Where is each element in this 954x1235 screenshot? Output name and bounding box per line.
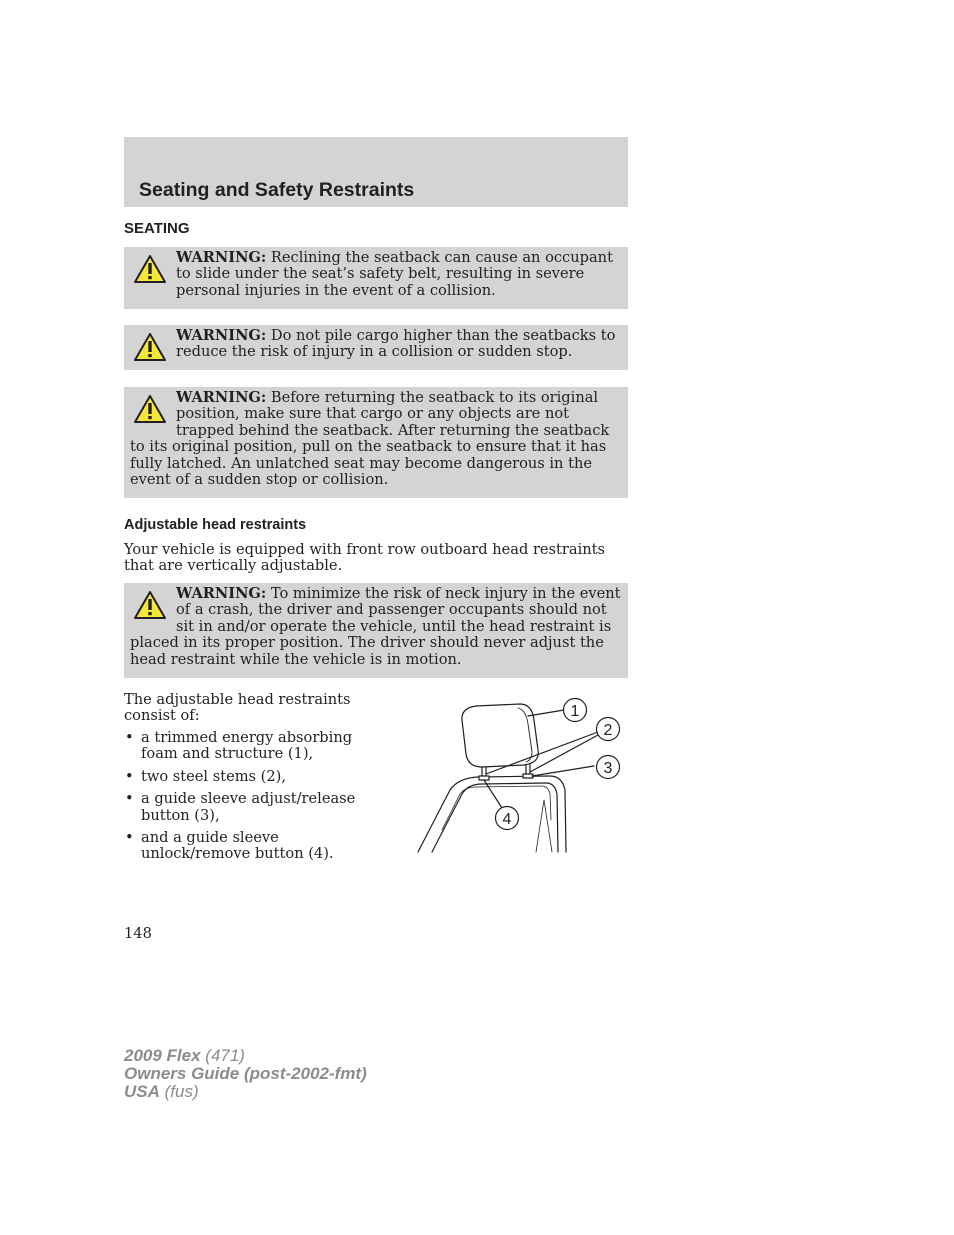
warning-label: WARNING: xyxy=(176,327,267,344)
section-header-title: Seating and Safety Restraints xyxy=(139,179,415,201)
warning-box-cargo xyxy=(124,325,628,370)
intro-paragraph: Your vehicle is equipped with front row outboard head restraints that are vertically adjustable. xyxy=(124,541,606,575)
warning-box-seatback-latch xyxy=(124,387,628,498)
list-item-text: and a guide sleeve unlock/remove button (4). xyxy=(141,829,334,863)
bullet-icon: • xyxy=(125,729,134,746)
footer-line-model: 2009 Flex (471) xyxy=(124,1046,245,1065)
warning-text: Reclining the seatback can cause an occupant to slide under the seat’s safety belt, resulting in severe personal injuries in the event of a collision. xyxy=(176,249,613,299)
bullet-icon: • xyxy=(125,767,134,785)
head-restraint-illustration xyxy=(412,690,638,858)
bullet-icon: • xyxy=(125,790,134,808)
list-item-text: two steel stems (2), xyxy=(141,767,286,785)
footer-line-guide: Owners Guide (post-2002-fmt) xyxy=(124,1064,367,1083)
callout-1: 1 xyxy=(570,703,580,720)
callout-2: 2 xyxy=(603,722,613,739)
warning-triangle-icon xyxy=(133,394,167,424)
bullet-icon: • xyxy=(125,829,134,847)
list-item-text: a trimmed energy absorbing foam and structure (1), xyxy=(141,729,353,763)
warning-triangle-icon xyxy=(133,590,167,620)
page-number: 148 xyxy=(124,925,152,942)
list-item xyxy=(124,830,384,863)
warning-triangle-icon xyxy=(133,332,167,362)
warning-text: Do not pile cargo higher than the seatbacks to reduce the risk of injury in a collision or sudden stop. xyxy=(176,327,616,361)
document-footer xyxy=(124,1047,367,1101)
section-heading-seating: SEATING xyxy=(124,220,190,237)
footer-line-market: USA (fus) xyxy=(124,1082,199,1101)
list-item xyxy=(124,730,384,763)
components-list xyxy=(124,730,384,869)
warning-triangle-icon xyxy=(133,254,167,284)
warning-text: Before returning the seatback to its original position, make sure that cargo or any objects are not trapped behind the seatback. After returning the seatback to its original position, pull on the seatback to ensure that it has fully latched. An unlatched seat may become dangerous in the event of a sudden stop or collision. xyxy=(130,389,610,489)
list-item-text: a guide sleeve adjust/release button (3), xyxy=(141,790,356,824)
warning-box-neck-injury xyxy=(124,583,628,678)
section-header-band xyxy=(124,137,628,207)
callout-3: 3 xyxy=(603,760,613,777)
components-intro: The adjustable head restraints consist of: xyxy=(124,691,351,725)
warning-label: WARNING: xyxy=(176,585,267,602)
sub-heading-head-restraints: Adjustable head restraints xyxy=(124,517,307,533)
warning-box-recline xyxy=(124,247,628,309)
list-item xyxy=(124,769,384,785)
list-item xyxy=(124,791,384,824)
warning-label: WARNING: xyxy=(176,389,267,406)
warning-text: To minimize the risk of neck injury in the event of a crash, the driver and passenger occupants should not sit in and/or operate the vehicle, until the head restraint is placed in its proper position. The driver should never adjust the head restraint while the vehicle is in motion. xyxy=(130,585,621,668)
warning-label: WARNING: xyxy=(176,249,267,266)
callout-4: 4 xyxy=(502,811,512,828)
